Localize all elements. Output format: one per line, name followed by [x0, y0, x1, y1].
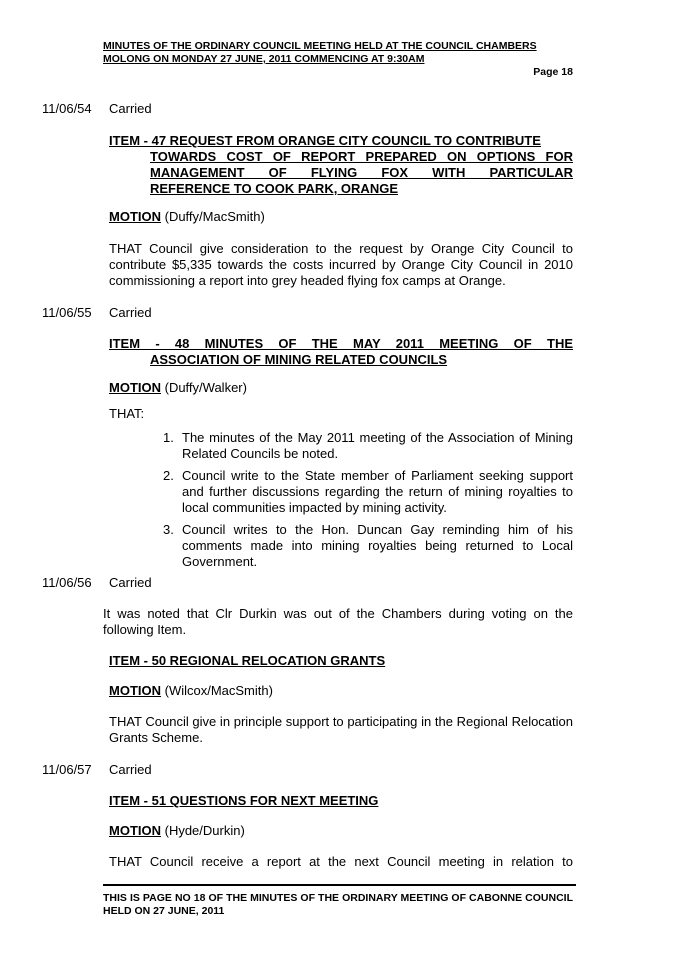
list-item [163, 430, 573, 462]
resolution-number: 11/06/57 [42, 762, 92, 777]
resolution-status: Carried [109, 305, 152, 320]
resolution-status: Carried [109, 762, 152, 777]
motion-movers: (Wilcox/MacSmith) [161, 683, 273, 698]
item-50-motion-text: THAT Council give in principle support to participating in the Regional Relocation Grants Scheme. [109, 714, 573, 745]
item-title-line: MANAGEMENT OF FLYING FOX WITH PARTICULAR [150, 165, 573, 180]
item-47-motion [109, 209, 573, 225]
motion-label: MOTION [109, 683, 161, 698]
motion-label: MOTION [109, 380, 161, 395]
resolution-status: Carried [109, 575, 152, 590]
item-48-title [109, 336, 573, 368]
footer-divider [103, 884, 576, 886]
item-48-motion [109, 380, 573, 396]
item-48-resolution-list [163, 430, 573, 576]
item-title-line: TOWARDS COST OF REPORT PREPARED ON OPTIONS FOR [150, 149, 573, 164]
item-title-lead: ITEM - 51 QUESTIONS FOR NEXT MEETING [109, 793, 379, 808]
list-item-text: Council write to the State member of Parliament seeking support and further discussions regarding the return of mining royalties to local communities impacted by mining activity. [182, 468, 573, 515]
resolution-status: Carried [109, 101, 152, 116]
item-title-line: ASSOCIATION OF MINING RELATED COUNCILS [150, 352, 448, 367]
item-title-lead: ITEM - 47 REQUEST FROM ORANGE CITY COUNCIL TO CONTRIBUTE [109, 133, 541, 148]
list-item-number: 1. [163, 430, 174, 445]
resolution-number: 11/06/55 [42, 305, 92, 320]
page-number: Page 18 [533, 66, 573, 78]
motion-label: MOTION [109, 209, 161, 224]
list-item-text: The minutes of the May 2011 meeting of the Association of Mining Related Councils be noted. [182, 430, 573, 461]
item-47-motion-text: THAT Council give consideration to the request by Orange City Council to contribute $5,335 towards the costs incurred by Orange City Council in 2010 commissioning a report into grey headed flying fox camps at Orange. [109, 241, 573, 288]
item-48-motion-text: THAT: [109, 406, 145, 421]
note-text: It was noted that Clr Durkin was out of the Chambers during voting on the following Item. [103, 606, 573, 637]
item-51-title [109, 793, 573, 809]
motion-movers: (Duffy/Walker) [161, 380, 247, 395]
item-title-line: REFERENCE TO COOK PARK, ORANGE [150, 181, 398, 196]
list-item [163, 522, 573, 570]
motion-label: MOTION [109, 823, 161, 838]
resolution-number: 11/06/56 [42, 575, 92, 590]
list-item-text: Council writes to the Hon. Duncan Gay reminding him of his comments made into mining royalties being returned to Local Government. [182, 522, 573, 569]
list-item-number: 2. [163, 468, 174, 483]
item-50-title [109, 653, 573, 669]
item-51-motion-text: THAT Council receive a report at the next Council meeting in relation to [109, 854, 573, 869]
page-header-title: MINUTES OF THE ORDINARY COUNCIL MEETING HELD AT THE COUNCIL CHAMBERS MOLONG ON MONDAY 27 JUNE, 2011 COMMENCING AT 9:30AM [103, 40, 537, 65]
motion-movers: (Duffy/MacSmith) [161, 209, 265, 224]
item-title-lead: ITEM - 48 MINUTES OF THE MAY 2011 MEETING OF THE [109, 336, 573, 351]
motion-movers: (Hyde/Durkin) [161, 823, 245, 838]
page-footer: THIS IS PAGE NO 18 OF THE MINUTES OF THE ORDINARY MEETING OF CABONNE COUNCIL HELD ON 27 JUNE, 2011 [103, 892, 573, 917]
list-item-number: 3. [163, 522, 174, 537]
item-51-motion [109, 823, 573, 839]
item-50-motion [109, 683, 573, 699]
item-title-lead: ITEM - 50 REGIONAL RELOCATION GRANTS [109, 653, 386, 668]
list-item [163, 468, 573, 516]
resolution-number: 11/06/54 [42, 101, 92, 116]
item-47-title [109, 133, 573, 197]
